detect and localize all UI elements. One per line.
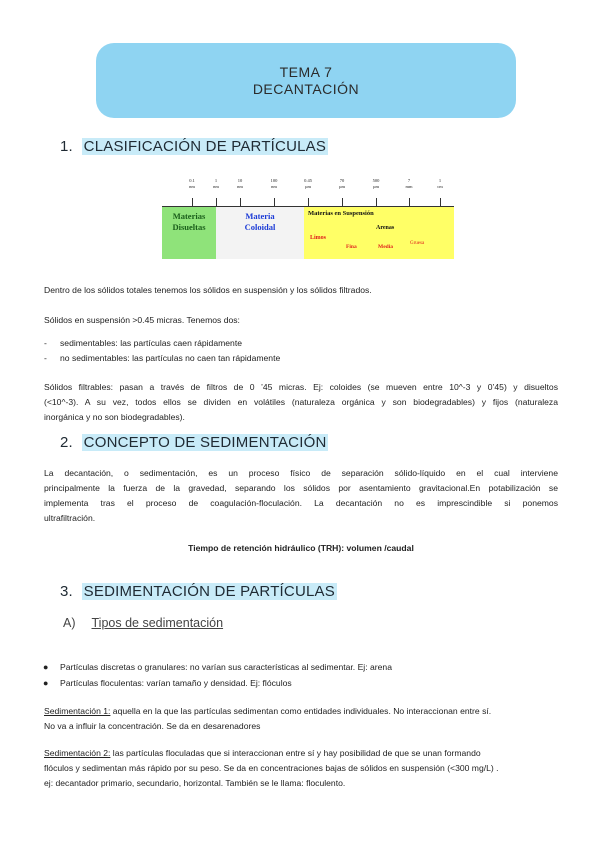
scale-tick-label [228,178,252,190]
zone-disueltas-label [162,211,216,233]
scale-tick [440,198,441,207]
tick-unit: nm [213,184,219,189]
text-line: implementa tras el proceso de coagulación-floculación. La decantación no es imprescindible si ponemos [44,498,558,508]
scale-tick-label [296,178,320,190]
scale-tick [274,198,275,207]
sedimentacion-2-label: Sedimentación 2: [44,748,111,758]
tick-value: 0.1 [189,178,195,183]
tick-unit: mm [405,184,413,189]
tick-value: 70 [339,178,345,183]
tick-value: 7 [407,178,411,183]
tick-unit: nm [271,184,277,189]
list-item [43,660,392,675]
section-2-number: 2. [60,434,73,451]
text-line: principalmente la fuerza de la gravedad, separando los sólidos por asentamiento gravitacional.En potabilización se [44,483,558,493]
dash-marker: - [44,338,47,348]
text-line [44,704,558,719]
scale-tick [240,198,241,207]
zone-disueltas-line2: Disueltas [172,222,206,232]
tick-value: 100 [270,178,278,183]
text-line: (<10^-3). A su vez, todos ellos se dividen en volátiles (naturaleza orgánica y son biodegradables) y fijos (naturaleza [44,397,558,407]
scale-tick [409,198,410,207]
zone-limos-label: Limos [310,235,327,241]
particle-size-chart [162,175,454,259]
paragraph-sedimentacion-2 [44,746,558,791]
text-line: ultrafiltración. [44,513,96,523]
zone-arenas-label: Arenas [376,225,395,231]
paragraph-decantacion [44,466,558,526]
bullet-icon: ● [43,662,49,672]
scale-tick-label [330,178,354,190]
section-3-title: SEDIMENTACIÓN DE PARTÍCULAS [83,583,335,600]
title-banner [96,43,516,118]
text-line: No va a influir la concentración. Se da en desarenadores [44,721,261,731]
trh-formula: Tiempo de retención hidráulico (TRH): volumen /caudal [188,543,414,553]
tick-value: 10 [237,178,243,183]
zone-coloidal-line2: Coloidal [244,222,276,232]
tick-unit: nm [189,184,195,189]
text-span: las partículas floculadas que si interaccionan entre sí y hay posibilidad de que se unan formando [110,748,481,758]
text-line: inorgánica y no son biodegradables). [44,412,185,422]
tick-value: 1 [214,178,218,183]
section-2-heading [60,434,328,451]
scale-tick-label [262,178,286,190]
scale-tick [376,198,377,207]
paragraph-solidos-suspension: Sólidos en suspensión >0.45 micras. Tenemos dos: [44,315,240,325]
scale-tick-label [364,178,388,190]
zone-coloidal [216,207,304,259]
list-item-text: Partículas discretas o granulares: no varían sus características al sedimentar. Ej: arena [60,662,392,672]
text-line: flóculos y sedimentan más rápido por su peso. Se da en concentraciones bajas de sólidos en suspensión (<300 mg/L) . [44,763,499,773]
zone-suspension [304,207,454,259]
section-3-number: 3. [60,583,73,600]
tick-value: 0.45 [304,178,312,183]
zone-suspension-label: Materias en Suspensión [308,210,374,217]
list-item-text: no sedimentables: las partículas no caen tan rápidamente [60,353,281,363]
topic-number: TEMA 7 [279,63,333,80]
tick-value: 500 [372,178,380,183]
text-line: ej: decantador primario, secundario, horizontal. También se le llama: floculento. [44,778,346,788]
zone-gruesa-label: Gruesa [410,241,425,246]
zone-coloidal-line1: Materia [245,211,275,221]
subsection-heading [63,616,223,630]
zone-disueltas [162,207,216,259]
section-3-heading [60,583,337,600]
tick-value: 1 [438,178,442,183]
section-1-heading [60,138,328,155]
scale-tick-label [204,178,228,190]
list-item-text: sedimentables: las partículas caen rápidamente [60,338,243,348]
text-span: aquella en la que las partículas sedimentan como entidades individuales. No interaccionan entre sí. [110,706,492,716]
zone-media-label: Media [378,244,393,250]
zone-disueltas-line1: Materias [172,211,206,221]
scale-tick [192,198,193,207]
zone-coloidal-label [216,211,304,233]
list-item [44,336,243,351]
tick-unit: cm [437,184,443,189]
list-item [43,676,292,691]
text-line: La decantación, o sedimentación, es un proceso físico de separación sólido-líquido en el cual interviene [44,468,558,478]
scale-tick [216,198,217,207]
tick-unit: µm [338,184,346,189]
text-line: Sólidos filtrables: pasan a través de filtros de 0 ’45 micras. Ej: coloides (se mueven entre 10^-3 y 0’45) y disueltos [44,382,558,392]
subsection-letter: A) [63,616,76,630]
page-title: DECANTACIÓN [252,80,360,97]
section-1-number: 1. [60,138,73,155]
bullet-icon: ● [43,678,49,688]
list-item-text: Partículas floculentas: varían tamaño y densidad. Ej: flóculos [60,678,292,688]
zone-fina-label: Fina [346,244,357,250]
section-2-title: CONCEPTO DE SEDIMENTACIÓN [83,434,327,451]
section-1-title: CLASIFICACIÓN DE PARTÍCULAS [83,138,327,155]
paragraph-solidos-filtrables [44,380,558,425]
scale-tick-label [428,178,452,190]
paragraph-solidos-totales: Dentro de los sólidos totales tenemos los sólidos en suspensión y los sólidos filtrados. [44,285,372,295]
tick-unit: µm [304,184,312,189]
scale-tick-label [397,178,421,190]
tick-unit: nm [237,184,243,189]
dash-marker: - [44,353,47,363]
text-line [44,746,558,761]
scale-tick [342,198,343,207]
list-item [44,351,281,366]
subsection-title: Tipos de sedimentación [91,616,224,630]
scale-tick [308,198,309,207]
sedimentacion-1-label: Sedimentación 1: [44,706,111,716]
paragraph-sedimentacion-1 [44,704,558,734]
scale-tick-label [180,178,204,190]
tick-unit: µm [372,184,380,189]
